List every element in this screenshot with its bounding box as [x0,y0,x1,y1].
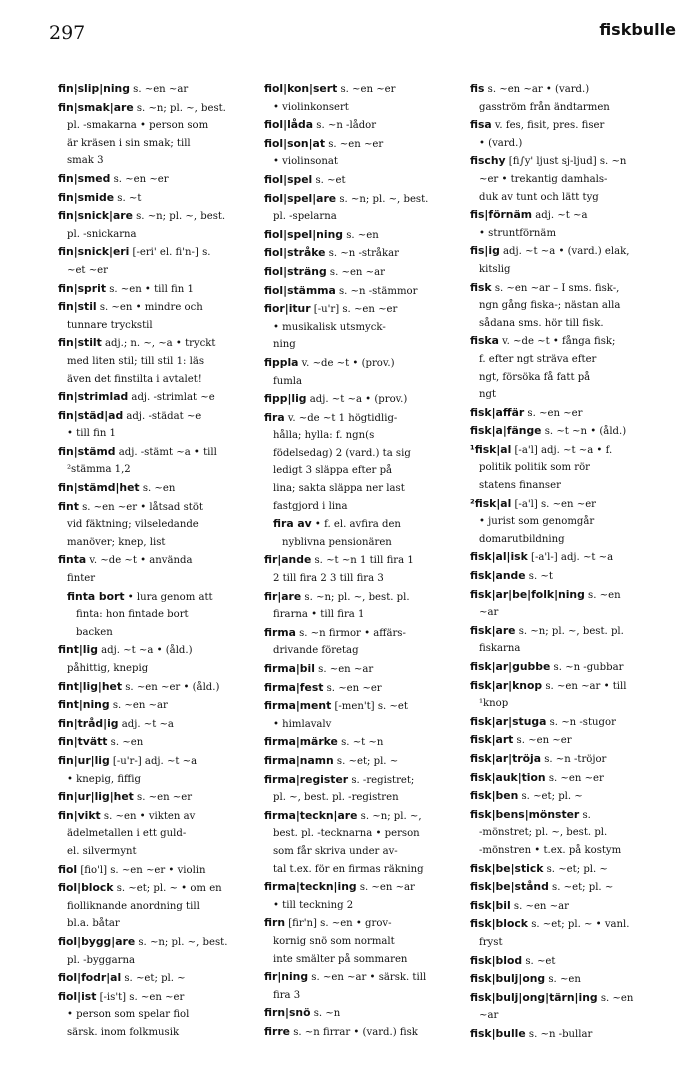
dictionary-entry [470,658,680,677]
entry-definition: s. ~en ~ar • särsk. till fira 3 [273,972,427,1001]
dictionary-entry [470,1025,680,1044]
entry-definition: s. ~en [545,974,581,986]
entry-definition: s. ~en ~ar • (vard.) gasström från ändtarmen [479,84,610,113]
dictionary-entry [58,752,256,788]
entry-headword: fiol|son|at [264,136,325,150]
dictionary-entry [264,968,462,1004]
entry-definition: s. ~et; pl. ~ [518,791,583,803]
dictionary-entry [58,696,256,715]
entry-definition: s. ~en [343,229,379,241]
entry-definition: s. ~n -stugor [546,716,616,728]
dictionary-entry [58,80,256,99]
dictionary-entry [470,116,680,152]
entry-definition: s. ~n; pl. ~, best. pl. firarna • till fira 1 [273,591,410,621]
dictionary-entry [58,807,256,861]
entry-definition: [-a'l] adj. ~t ~a • f. politik politik som rör statens finanser [479,444,613,492]
entry-definition: s. ~et; pl. ~ [333,755,399,767]
dictionary-entry [470,441,680,495]
dictionary-entry [470,279,680,333]
entry-definition: [-men't] s. ~et • himlavalv [273,701,408,730]
entry-headword: fisk|al|isk [470,550,528,564]
dictionary-entry [264,515,462,551]
entry-headword: fisk|ar|tröja [470,751,541,765]
dictionary-entry [58,207,256,243]
entry-definition: [-u'r] s. ~en ~er • musikalisk utsmyck- ning [273,304,398,351]
entry-headword: fin|stämd [58,444,116,458]
entry-headword: fisk|bulj|ong [470,972,546,986]
dictionary-entry [470,586,680,622]
entry-headword: fiol|stråke [264,246,326,260]
entry-definition: s. ~en ~ar [479,992,634,1022]
dictionary-entry [264,752,462,771]
entry-definition: s. ~en ~ar [129,84,189,95]
entry-headword: fisk|ar|stuga [470,714,547,728]
running-head: fiskbulle [599,20,676,39]
entry-headword: fisk|bulj|ong|tärn|ing [470,990,598,1004]
entry-definition: s. ~n -bullar [525,1028,593,1040]
dictionary-entry [58,715,256,734]
entry-headword: fis [470,82,485,95]
entry-definition: s. ~en • till fin 1 [105,283,194,295]
dictionary-entry [264,771,462,807]
entry-headword: fin|strimlad [58,390,129,404]
dictionary-entry [264,733,462,752]
entry-headword: fiol|låda [264,118,314,132]
entry-headword: fin|smide [58,190,115,204]
dictionary-entry [58,861,256,880]
entry-definition: s. ~en [107,737,144,749]
entry-headword: fint|ning [58,698,110,712]
entry-definition: s. -registret; pl. ~, best. pl. -registren [273,774,415,804]
dictionary-entry [264,390,462,409]
dictionary-entry [470,787,680,806]
dictionary-entry [264,282,462,301]
dictionary-entry [58,443,256,479]
entry-headword: fint|lig|het [58,679,123,693]
column-2 [264,80,462,1041]
dictionary-entry [264,226,462,245]
entry-headword: fin|smak|are [58,100,134,114]
dictionary-entry [470,206,680,242]
entry-definition: s. ~n firmor • affärs- drivande företag [273,627,406,657]
dictionary-entry [58,170,256,189]
entry-definition: s. ~t ~n [337,737,384,749]
dictionary-entry [264,914,462,968]
dictionary-entry [58,933,256,969]
dictionary-entry [264,551,462,587]
entry-headword: firma|register [264,772,349,786]
dictionary-entry [58,280,256,299]
entry-definition: s. ~en ~ar [314,664,374,675]
dictionary-entry [470,750,680,769]
dictionary-entry [470,860,680,879]
entry-headword: fisk|affär [470,405,525,419]
entry-headword: fiol|ist [58,989,97,1003]
entry-definition: adj. -strimlat ~e [128,392,215,404]
entry-definition: s. ~et [312,174,346,186]
dictionary-entry [264,409,462,516]
entry-definition: s. ~t [114,192,142,204]
dictionary-entry [470,731,680,750]
entry-headword: fin|snick|eri [58,245,130,259]
entry-definition: s. ~et; pl. ~ [543,863,608,875]
entry-headword: fint [58,499,79,513]
dictionary-entry [58,498,256,552]
dictionary-entry [470,332,680,403]
dictionary-entry [264,807,462,878]
entry-headword: fisk|a|fänge [470,424,542,438]
dictionary-entry [470,769,680,788]
entry-definition: • lura genom att finta: hon fintade bort backen [76,591,213,638]
entry-definition: s. ~en ~er • (åld.) [122,681,220,693]
entry-definition: s. ~en ~ar • till teckning 2 [273,882,415,911]
entry-headword: fisk|ar|gubbe [470,660,551,673]
dictionary-entry [58,479,256,498]
dictionary-entry [58,678,256,697]
entry-definition: adj. ~t ~a • (vard.) elak, kitslig [479,246,630,275]
entry-headword: fin|ur|lig [58,753,110,767]
dictionary-entry [264,878,462,914]
entry-headword: firma [264,625,296,639]
entry-headword: fint|lig [58,643,98,657]
entry-headword: fin|snick|are [58,209,133,223]
entry-headword: fisk|ben [470,789,519,803]
entry-headword: fisk|blod [470,953,523,967]
entry-headword: fiol|block [58,881,114,895]
entry-definition: s. ~en ~er [133,792,193,804]
dictionary-entry [58,298,256,334]
dictionary-entry [264,80,462,116]
entry-definition: s. ~et; pl. ~ [121,973,186,985]
dictionary-entry [264,1023,462,1042]
entry-headword: fisk|bulle [470,1026,526,1040]
dictionary-entry [58,99,256,170]
entry-headword: fisk|ande [470,569,526,583]
entry-definition: s. ~t [525,571,553,583]
entry-definition: s. ~et; pl. ~ [548,882,614,894]
entry-headword: ²fisk|al [470,496,512,510]
dictionary-entry [470,713,680,732]
entry-definition: adj. ~t ~a • struntförnäm [479,210,588,239]
entry-headword: fira av [273,517,312,531]
entry-definition: [-u'r-] adj. ~t ~a • knepig, fiffig [67,755,198,785]
entry-definition: [-a'l] s. ~en ~er • jurist som genomgår domarutbildning [479,498,596,545]
entry-definition: s. ~n -tröjor [541,753,607,765]
entry-definition: s. ~n; pl. ~, best. pl. -smakarna • person som är kräsen i sin smak; till smak 3 [67,102,226,167]
entry-headword: fiol|spel|are [264,191,337,205]
dictionary-entry [264,300,462,354]
dictionary-entry [470,952,680,971]
entry-headword: fisk|auk|tion [470,770,546,784]
entry-headword: fiol|stämma [264,283,336,297]
entry-headword: fisk|art [470,733,514,747]
entry-definition: s. ~en ~ar – I sms. fisk-, ngn gång fiska-; nästan alla sådana sms. hör till fisk. [479,282,621,329]
dictionary-entry [264,116,462,135]
entry-definition: [fi∫y' ljust sj-ljud] s. ~n ~er • trekantig damhals- duk av tunt och lätt tyg [479,156,627,203]
entry-headword: fin|ur|lig|het [58,790,134,804]
dictionary-entry [470,806,680,860]
dictionary-entry [58,243,256,279]
entry-headword: ¹fisk|al [470,442,512,456]
dictionary-entry [470,242,680,278]
dictionary-entry [58,641,256,677]
dictionary-entry [58,788,256,807]
entry-headword: firma|namn [264,753,334,767]
entry-definition: v. ~de ~t 1 högtidlig- hålla; hylla: f. ngn(s födelsedag) 2 (vard.) ta sig ledigt 3 släppa efter på lina; sakta släppa ner last fastgjord i lina [273,412,411,512]
dictionary-entry [470,495,680,549]
entry-headword: firma|fest [264,680,324,694]
entry-headword: finta bort [67,589,125,603]
entry-headword: fischy [470,154,506,168]
entry-headword: fis|förnäm [470,208,533,222]
entry-definition: [fio'l] s. ~en ~er • violin [77,864,206,876]
entry-headword: firn [264,916,286,930]
entry-headword: fiol|kon|sert [264,82,338,95]
entry-headword: finta [58,553,87,567]
entry-definition: s. ~n [310,1008,341,1020]
entry-definition: v. fes, fisit, pres. fiser • (vard.) [479,120,605,149]
entry-definition: [-is't] s. ~en ~er • person som spelar fiol särsk. inom folkmusik [67,991,190,1038]
dictionary-entry [58,551,256,587]
entry-headword: fiol [58,862,78,876]
entry-definition: adj. ~t ~a • (åld.) påhittig, knepig [67,645,193,674]
dictionary-entry [264,244,462,263]
dictionary-entry [470,970,680,989]
dictionary-entry [470,548,680,567]
entry-definition: s. ~n -gubbar [550,662,624,673]
entry-definition: v. ~de ~t • (prov.) fumla [273,357,395,387]
dictionary-entry [470,567,680,586]
dictionary-entry [470,622,680,658]
entry-headword: fisa [470,118,492,132]
entry-definition: s. ~en ~er [545,772,604,784]
entry-definition: s. ~n; pl. ~, best. pl. fiskarna [479,625,624,655]
dictionary-entry [470,915,680,951]
dictionary-entry [264,697,462,733]
dictionary-entry [264,588,462,624]
entry-definition: adj. -stämt ~a • till ²stämma 1,2 [67,446,217,476]
entry-headword: fin|slip|ning [58,82,130,95]
entry-definition: s. ~n; pl. ~, best. pl. -tecknarna • person som får skriva under av- tal t.ex. för en firmas räkning [273,810,424,875]
entry-headword: firma|teckn|are [264,808,358,822]
entry-definition: s. ~et; pl. ~ • om en fiolliknande anordning till bl.a. båtar [67,883,222,930]
column-3 [470,80,680,1043]
entry-definition: s. ~en [139,483,176,495]
entry-definition: s. ~en ~er [110,173,169,185]
entry-headword: fisk|ar|be|folk|ning [470,587,585,601]
dictionary-entry [470,80,680,116]
dictionary-entry [264,171,462,190]
entry-headword: fin|stilt [58,336,102,350]
entry-headword: firma|teckn|ing [264,880,357,894]
entry-definition: s. -mönstret; pl. ~, best. pl. -mönstren • t.ex. på kostym [479,809,622,856]
entry-headword: fiol|bygg|are [58,934,136,948]
dictionary-entry [58,733,256,752]
page-number: 297 [49,22,86,44]
entry-headword: fir|are [264,589,302,603]
entry-headword: fin|vikt [58,808,101,822]
dictionary-entry [58,407,256,443]
entry-definition: v. ~de ~t • fånga fisk; f. efter ngt sträva efter ngt, försöka få fatt på ngt [479,336,616,401]
dictionary-entry [264,190,462,226]
entry-headword: fippla [264,355,299,369]
entry-headword: fiol|spel [264,172,313,186]
entry-definition: s. ~et; pl. ~ • vanl. fryst [479,919,630,948]
entry-headword: fisk|be|stånd [470,880,549,894]
dictionary-entry [470,152,680,206]
entry-headword: fiska [470,334,499,348]
entry-definition: adj. ~t ~a [118,718,174,730]
dictionary-entry [58,988,256,1042]
dictionary-entry [58,879,256,933]
entry-headword: fin|tvätt [58,735,108,749]
entry-definition: s. ~en • mindre och tunnare tryckstil [67,302,203,331]
entry-headword: fin|stämd|het [58,481,140,495]
dictionary-entry [58,189,256,208]
entry-definition: s. ~en ~ar [510,900,569,912]
entry-definition: s. ~en ~ar [479,589,621,619]
entry-headword: fisk|bens|mönster [470,807,580,821]
dictionary-entry [264,263,462,282]
entry-headword: fiol|sträng [264,264,327,278]
entry-headword: fior|itur [264,302,311,316]
entry-headword: fisk|block [470,917,528,931]
entry-headword: fin|sprit [58,281,106,295]
entry-headword: fin|smed [58,171,111,185]
entry-headword: fin|städ|ad [58,408,124,422]
entry-headword: fisk [470,280,492,294]
entry-headword: fipp|lig [264,392,307,406]
entry-definition: s. ~n; pl. ~, best. pl. -byggarna [67,936,228,966]
entry-headword: firma|märke [264,735,338,749]
dictionary-entry [470,677,680,713]
entry-headword: fis|ig [470,244,500,258]
entry-headword: fiol|fodr|al [58,971,122,985]
entry-definition: s. ~n; pl. ~, best. pl. -spelarna [273,193,429,223]
entry-headword: fir|ning [264,970,309,984]
entry-definition: s. ~en ~er [524,407,583,419]
entry-definition: s. ~n; pl. ~, best. pl. -snickarna [67,211,226,240]
dictionary-entry [58,588,256,642]
dictionary-entry [470,422,680,441]
entry-headword: fir|ande [264,553,312,567]
entry-definition: s. ~en ~er • violinkonsert [273,84,396,113]
entry-headword: firn|snö [264,1006,311,1020]
entry-headword: fin|tråd|ig [58,716,119,730]
dictionary-entry [58,388,256,407]
dictionary-entry [470,897,680,916]
entry-definition: s. ~t ~n 1 till fira 1 2 till fira 2 3 till fira 3 [273,555,414,585]
entry-headword: fin|stil [58,300,97,314]
dictionary-entry [264,679,462,698]
entry-definition: v. ~de ~t • använda finter [67,555,193,585]
entry-definition: s. ~n firrar • (vard.) fisk [289,1026,418,1038]
entry-definition: adj. ~t ~a • (prov.) [306,394,408,406]
entry-definition: s. ~n -stråkar [325,248,399,260]
entry-headword: fisk|be|stick [470,861,544,875]
dictionary-entry [264,1004,462,1023]
dictionary-entry [470,989,680,1025]
entry-headword: fira [264,410,285,424]
dictionary-entry [58,334,256,388]
entry-headword: firre [264,1024,290,1038]
entry-definition: s. ~en ~er [513,735,572,747]
entry-definition: s. ~n -lådor [313,120,377,132]
entry-headword: firma|ment [264,699,332,713]
entry-definition: s. ~en ~ar [109,700,168,712]
entry-definition: • f. el. avfira den nyblivna pensionären [282,519,401,548]
dictionary-entry [264,135,462,171]
entry-definition: s. ~n -stämmor [335,285,418,297]
dictionary-entry [264,354,462,390]
entry-definition: s. ~en ~er • violinsonat [273,138,384,168]
entry-headword: firma|bil [264,662,315,675]
entry-definition: s. ~t ~n • (åld.) [541,426,627,438]
entry-definition: [fir'n] s. ~en • grov- kornig snö som normalt inte smälter på sommaren [273,918,408,965]
dictionary-entry [264,660,462,679]
entry-definition: s. ~en ~ar • till ¹knop [479,680,627,710]
entry-definition: [-a'l-] adj. ~t ~a [527,552,614,564]
entry-headword: fiol|spel|ning [264,227,343,241]
column-1 [58,80,256,1041]
entry-definition: s. ~en ~ar [326,266,385,278]
dictionary-entry [264,624,462,660]
entry-definition: [-eri' el. fi'n-] s. ~et ~er [67,247,211,276]
entry-definition: s. ~et [522,955,556,967]
entry-headword: fisk|ar|knop [470,678,543,692]
entry-definition: adj.; n. ~, ~a • tryckt med liten stil; till stil 1: läs även det finstilta i avtalet! [67,338,216,385]
entry-definition: adj. -städat ~e • till fin 1 [67,410,202,440]
entry-definition: s. ~en • vikten av ädelmetallen i ett guld- el. silvermynt [67,810,196,857]
dictionary-entry [470,404,680,423]
entry-headword: fisk|bil [470,898,511,912]
entry-definition: s. ~en ~er [323,682,382,694]
dictionary-entry [58,969,256,988]
entry-headword: fisk|are [470,623,516,637]
dictionary-entry [470,878,680,897]
entry-definition: s. ~en ~er • låtsad stöt vid fäktning; vilseledande manöver; knep, list [67,501,203,548]
